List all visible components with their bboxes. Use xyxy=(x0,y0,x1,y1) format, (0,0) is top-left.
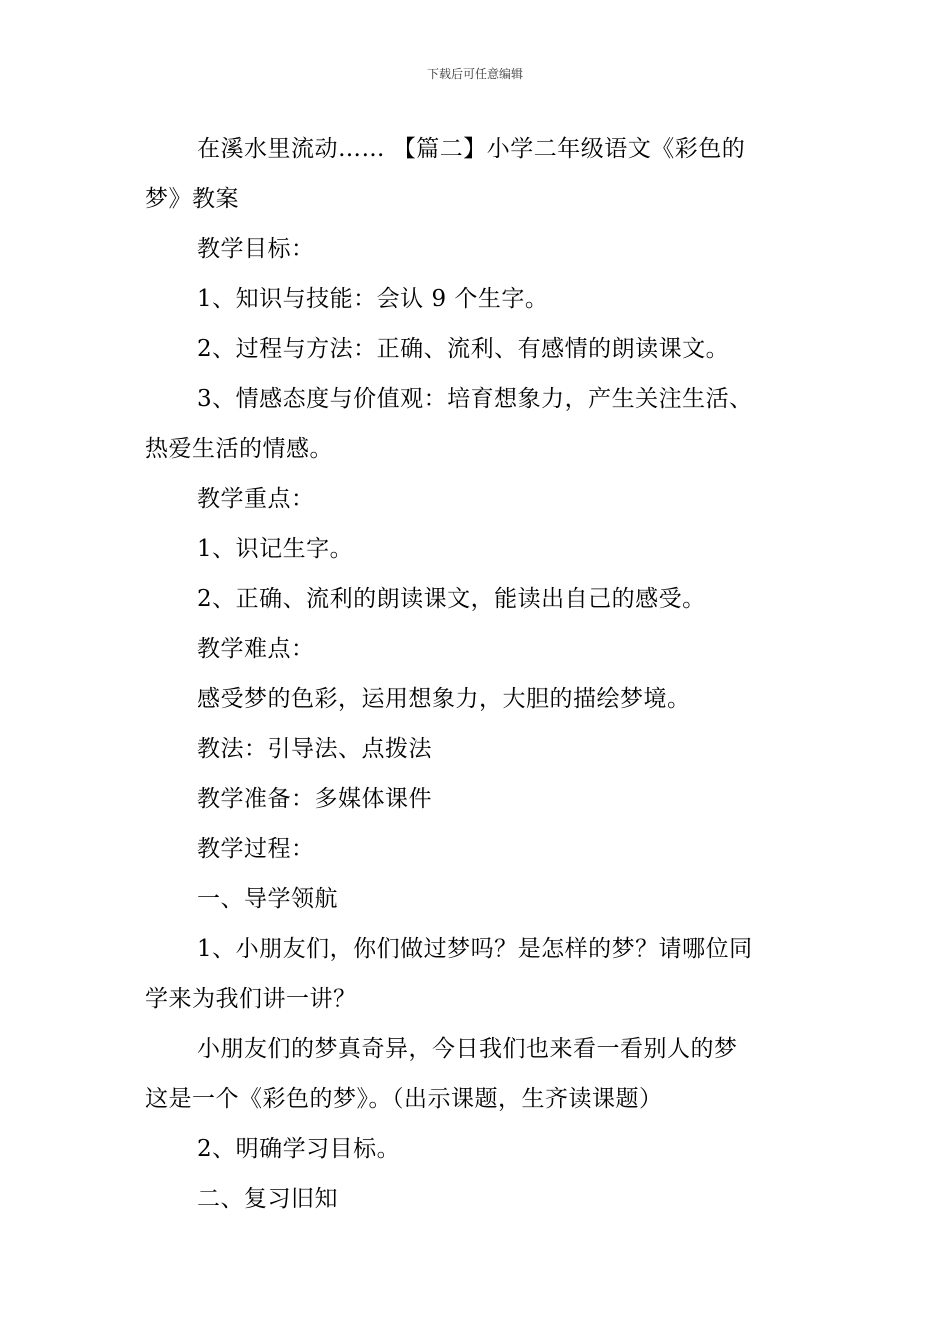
section-heading: 一、导学领航 xyxy=(197,886,338,912)
text-line: 3、情感态度与价值观：培育想象力，产生关注生活、 xyxy=(197,386,753,412)
text-line: 在溪水里流动…… 【篇二】小学二年级语文《彩色的 xyxy=(197,136,746,162)
text-line: 教学准备：多媒体课件 xyxy=(197,786,432,812)
text-line: 学来为我们讲一讲？ xyxy=(145,986,357,1012)
text-line: 这是一个《彩色的梦》。（出示课题，生齐读课题） xyxy=(145,1086,663,1112)
text-line: 1、识记生字。 xyxy=(197,536,354,562)
section-heading: 教学过程： xyxy=(197,836,315,862)
text-line: 教法：引导法、点拨法 xyxy=(197,736,432,762)
section-heading: 教学难点： xyxy=(197,636,315,662)
text-line: 1、小朋友们，你们做过梦吗？是怎样的梦？请哪位同 xyxy=(197,936,753,962)
text-line: 小朋友们的梦真奇异，今日我们也来看一看别人的梦 xyxy=(197,1036,738,1062)
text-line: 2、明确学习目标。 xyxy=(197,1136,401,1162)
text-line: 2、正确、流利的朗读课文，能读出自己的感受。 xyxy=(197,586,706,612)
text-line: 2、过程与方法：正确、流利、有感情的朗读课文。 xyxy=(197,336,730,362)
section-heading: 二、复习旧知 xyxy=(197,1186,338,1212)
section-heading: 教学目标： xyxy=(197,236,315,262)
text-line: 热爱生活的情感。 xyxy=(145,436,333,462)
document-body xyxy=(145,124,805,1224)
page-header: 下载后可任意编辑 xyxy=(426,67,523,81)
text-line: 梦》教案 xyxy=(145,186,239,212)
section-heading: 教学重点： xyxy=(197,486,315,512)
text-line: 1、知识与技能：会认 9 个生字。 xyxy=(197,286,549,312)
text-line: 感受梦的色彩，运用想象力，大胆的描绘梦境。 xyxy=(197,686,691,712)
